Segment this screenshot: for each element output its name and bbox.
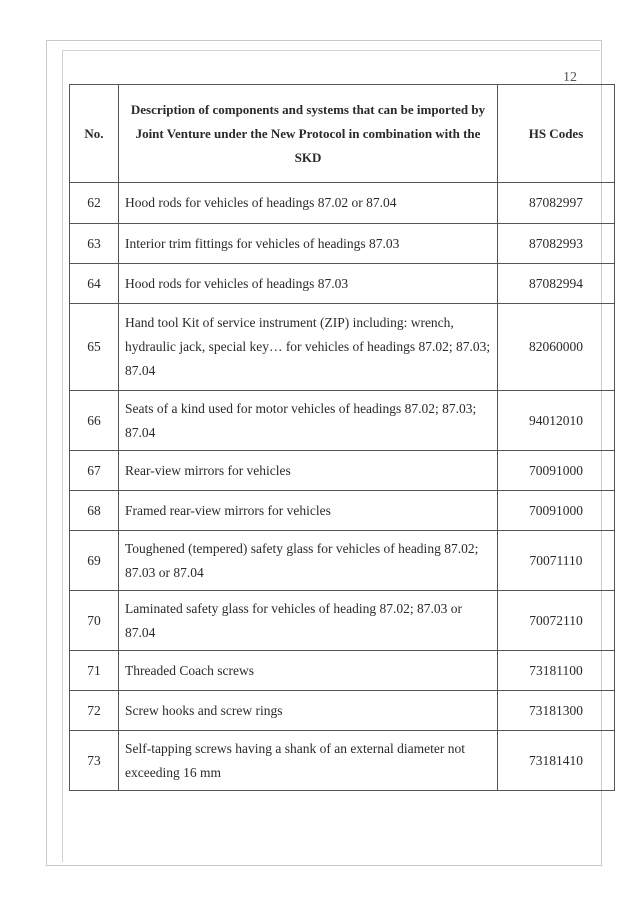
row-hs-code: 70071110 <box>498 531 615 591</box>
row-number: 62 <box>70 183 119 224</box>
row-hs-code: 73181300 <box>498 691 615 731</box>
row-description: Toughened (tempered) safety glass for vehicles of heading 87.02; 87.03 or 87.04 <box>119 531 498 591</box>
row-hs-code: 70072110 <box>498 591 615 651</box>
row-description: Laminated safety glass for vehicles of heading 87.02; 87.03 or 87.04 <box>119 591 498 651</box>
table-row <box>70 224 615 264</box>
row-hs-code: 70091000 <box>498 491 615 531</box>
row-description: Hood rods for vehicles of headings 87.02 or 87.04 <box>119 183 498 224</box>
column-header-no: No. <box>70 85 119 183</box>
row-hs-code: 73181100 <box>498 651 615 691</box>
row-description: Framed rear-view mirrors for vehicles <box>119 491 498 531</box>
table-row <box>70 264 615 304</box>
row-number: 70 <box>70 591 119 651</box>
row-number: 73 <box>70 731 119 791</box>
row-hs-code: 87082997 <box>498 183 615 224</box>
row-description: Screw hooks and screw rings <box>119 691 498 731</box>
column-header-description: Description of components and systems that can be imported by Joint Venture under the New Protocol in combination with the SKD <box>119 85 498 183</box>
row-description: Seats of a kind used for motor vehicles of headings 87.02; 87.03; 87.04 <box>119 391 498 451</box>
table-row <box>70 491 615 531</box>
row-number: 64 <box>70 264 119 304</box>
page-number: 12 <box>563 70 577 85</box>
row-description: Rear-view mirrors for vehicles <box>119 451 498 491</box>
row-number: 63 <box>70 224 119 264</box>
row-hs-code: 87082994 <box>498 264 615 304</box>
row-hs-code: 73181410 <box>498 731 615 791</box>
table-row <box>70 651 615 691</box>
row-number: 68 <box>70 491 119 531</box>
table-row <box>70 451 615 491</box>
row-hs-code: 82060000 <box>498 304 615 391</box>
row-number: 67 <box>70 451 119 491</box>
row-number: 71 <box>70 651 119 691</box>
table-row <box>70 731 615 791</box>
row-description: Hood rods for vehicles of headings 87.03 <box>119 264 498 304</box>
row-hs-code: 70091000 <box>498 451 615 491</box>
table-row <box>70 183 615 224</box>
row-hs-code: 87082993 <box>498 224 615 264</box>
table-row <box>70 391 615 451</box>
column-header-hs-codes: HS Codes <box>498 85 615 183</box>
table-row <box>70 304 615 391</box>
row-number: 65 <box>70 304 119 391</box>
row-description: Threaded Coach screws <box>119 651 498 691</box>
row-hs-code: 94012010 <box>498 391 615 451</box>
table-body <box>70 183 615 791</box>
hs-codes-table <box>69 84 615 791</box>
table-row <box>70 591 615 651</box>
row-description: Interior trim fittings for vehicles of headings 87.03 <box>119 224 498 264</box>
row-description: Hand tool Kit of service instrument (ZIP) including: wrench, hydraulic jack, special key… for vehicles of headings 87.02; 87.03; 87.04 <box>119 304 498 391</box>
table-row <box>70 691 615 731</box>
row-number: 69 <box>70 531 119 591</box>
row-description: Self-tapping screws having a shank of an external diameter not exceeding 16 mm <box>119 731 498 791</box>
row-number: 66 <box>70 391 119 451</box>
table-header-row <box>70 85 615 183</box>
table-row <box>70 531 615 591</box>
row-number: 72 <box>70 691 119 731</box>
